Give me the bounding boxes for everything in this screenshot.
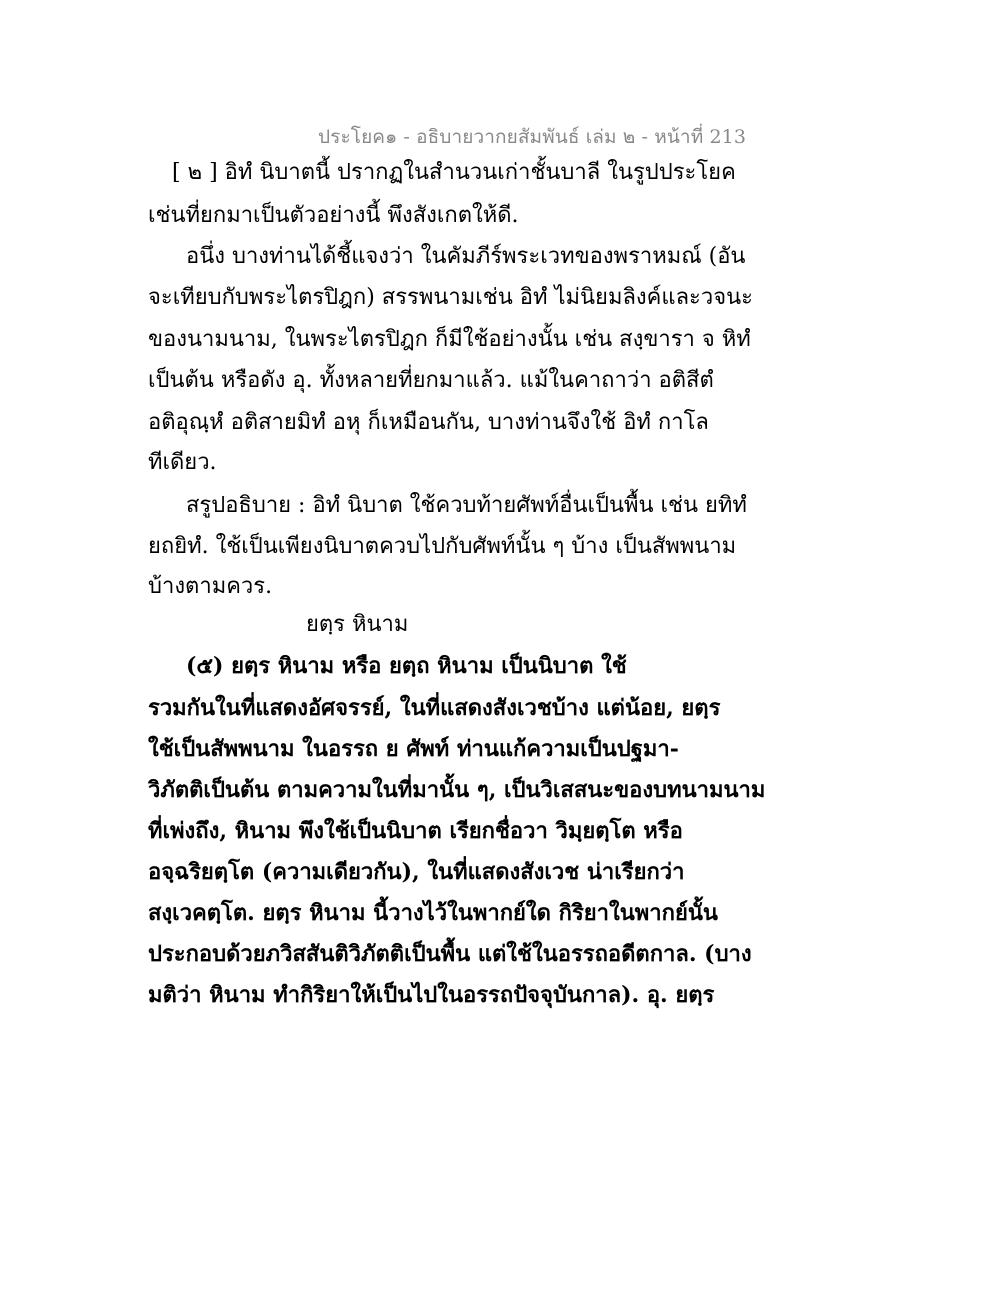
text-line: ทีเดียว.	[148, 450, 217, 475]
bold-text-line: (๕) ยตฺร หินาม หรือ ยตฺถ หินาม เป็นนิบาต ใช้	[186, 653, 627, 679]
bold-text-line: รวมกันในที่แสดงอัศจรรย์, ในที่แสดงสังเวชบ้าง แต่น้อย, ยตฺร	[148, 695, 721, 721]
text-line: อติอุณฺหํ อติสายมิทํ อหุ ก็เหมือนกัน, บางท่านจึงใช้ อิทํ กาโล	[148, 410, 709, 435]
text-line: ยถยิทํ. ใช้เป็นเพียงนิบาตควบไปกับศัพท์นั้น ๆ บ้าง เป็นสัพพนาม	[148, 534, 737, 559]
running-head: ประโยค๑ - อธิบายวากยสัมพันธ์ เล่ม ๒ - หน้าที่ 213	[318, 126, 747, 148]
text-line: สรูปอธิบาย : อิทํ นิบาต ใช้ควบท้ายศัพท์อื่นเป็นพื้น เช่น ยทิทํ	[186, 493, 747, 518]
text-line: ของนามนาม, ในพระไตรปิฎก ก็มีใช้อย่างนั้น เช่น สงฺขารา จ หิทํ	[148, 327, 751, 352]
text-line: เช่นที่ยกมาเป็นตัวอย่างนี้ พึงสังเกตให้ดี.	[148, 203, 519, 228]
text-line: เป็นต้น หรือดัง อุ. ทั้งหลายที่ยกมาแล้ว. แม้ในคาถาว่า อติสีตํ	[148, 368, 714, 393]
section-heading: ยตฺร หินาม	[306, 612, 409, 637]
bold-text-line: มติว่า หินาม ทำกิริยาให้เป็นไปในอรรถปัจจุบันกาล). อุ. ยตฺร	[148, 982, 715, 1008]
text-line: จะเทียบกับพระไตรปิฎก) สรรพนามเช่น อิทํ ไม่นิยมลิงค์และวจนะ	[148, 285, 753, 310]
bold-text-line: วิภัตติเป็นต้น ตามความในที่มานั้น ๆ, เป็นวิเสสนะของบทนามนาม	[148, 777, 766, 803]
text-line: [ ๒ ] อิทํ นิบาตนี้ ปรากฏในสำนวนเก่าชั้นบาลี ในรูปประโยค	[172, 160, 736, 185]
bold-text-line: ประกอบด้วยภวิสสันติวิภัตติเป็นพื้น แต่ใช้ในอรรถอดีตกาล. (บาง	[148, 941, 752, 967]
text-line: อนึ่ง บางท่านได้ชี้แจงว่า ในคัมภีร์พระเวทของพราหมณ์ (อัน	[186, 244, 746, 269]
bold-text-line: สงฺเวคตฺโต. ยตฺร หินาม นี้วางไว้ในพากย์ใด กิริยาในพากย์นั้น	[148, 900, 718, 926]
text-line: บ้างตามควร.	[148, 574, 273, 599]
bold-text-line: ใช้เป็นสัพพนาม ในอรรถ ย ศัพท์ ท่านแก้ความเป็นปฐมา-	[148, 736, 679, 762]
bold-text-line: อจฺฉริยตฺโต (ความเดียวกัน), ในที่แสดงสังเวช น่าเรียกว่า	[148, 859, 685, 885]
bold-text-line: ที่เพ่งถึง, หินาม พึงใช้เป็นนิบาต เรียกชื่อวา วิมฺยตฺโต หรือ	[148, 818, 683, 844]
